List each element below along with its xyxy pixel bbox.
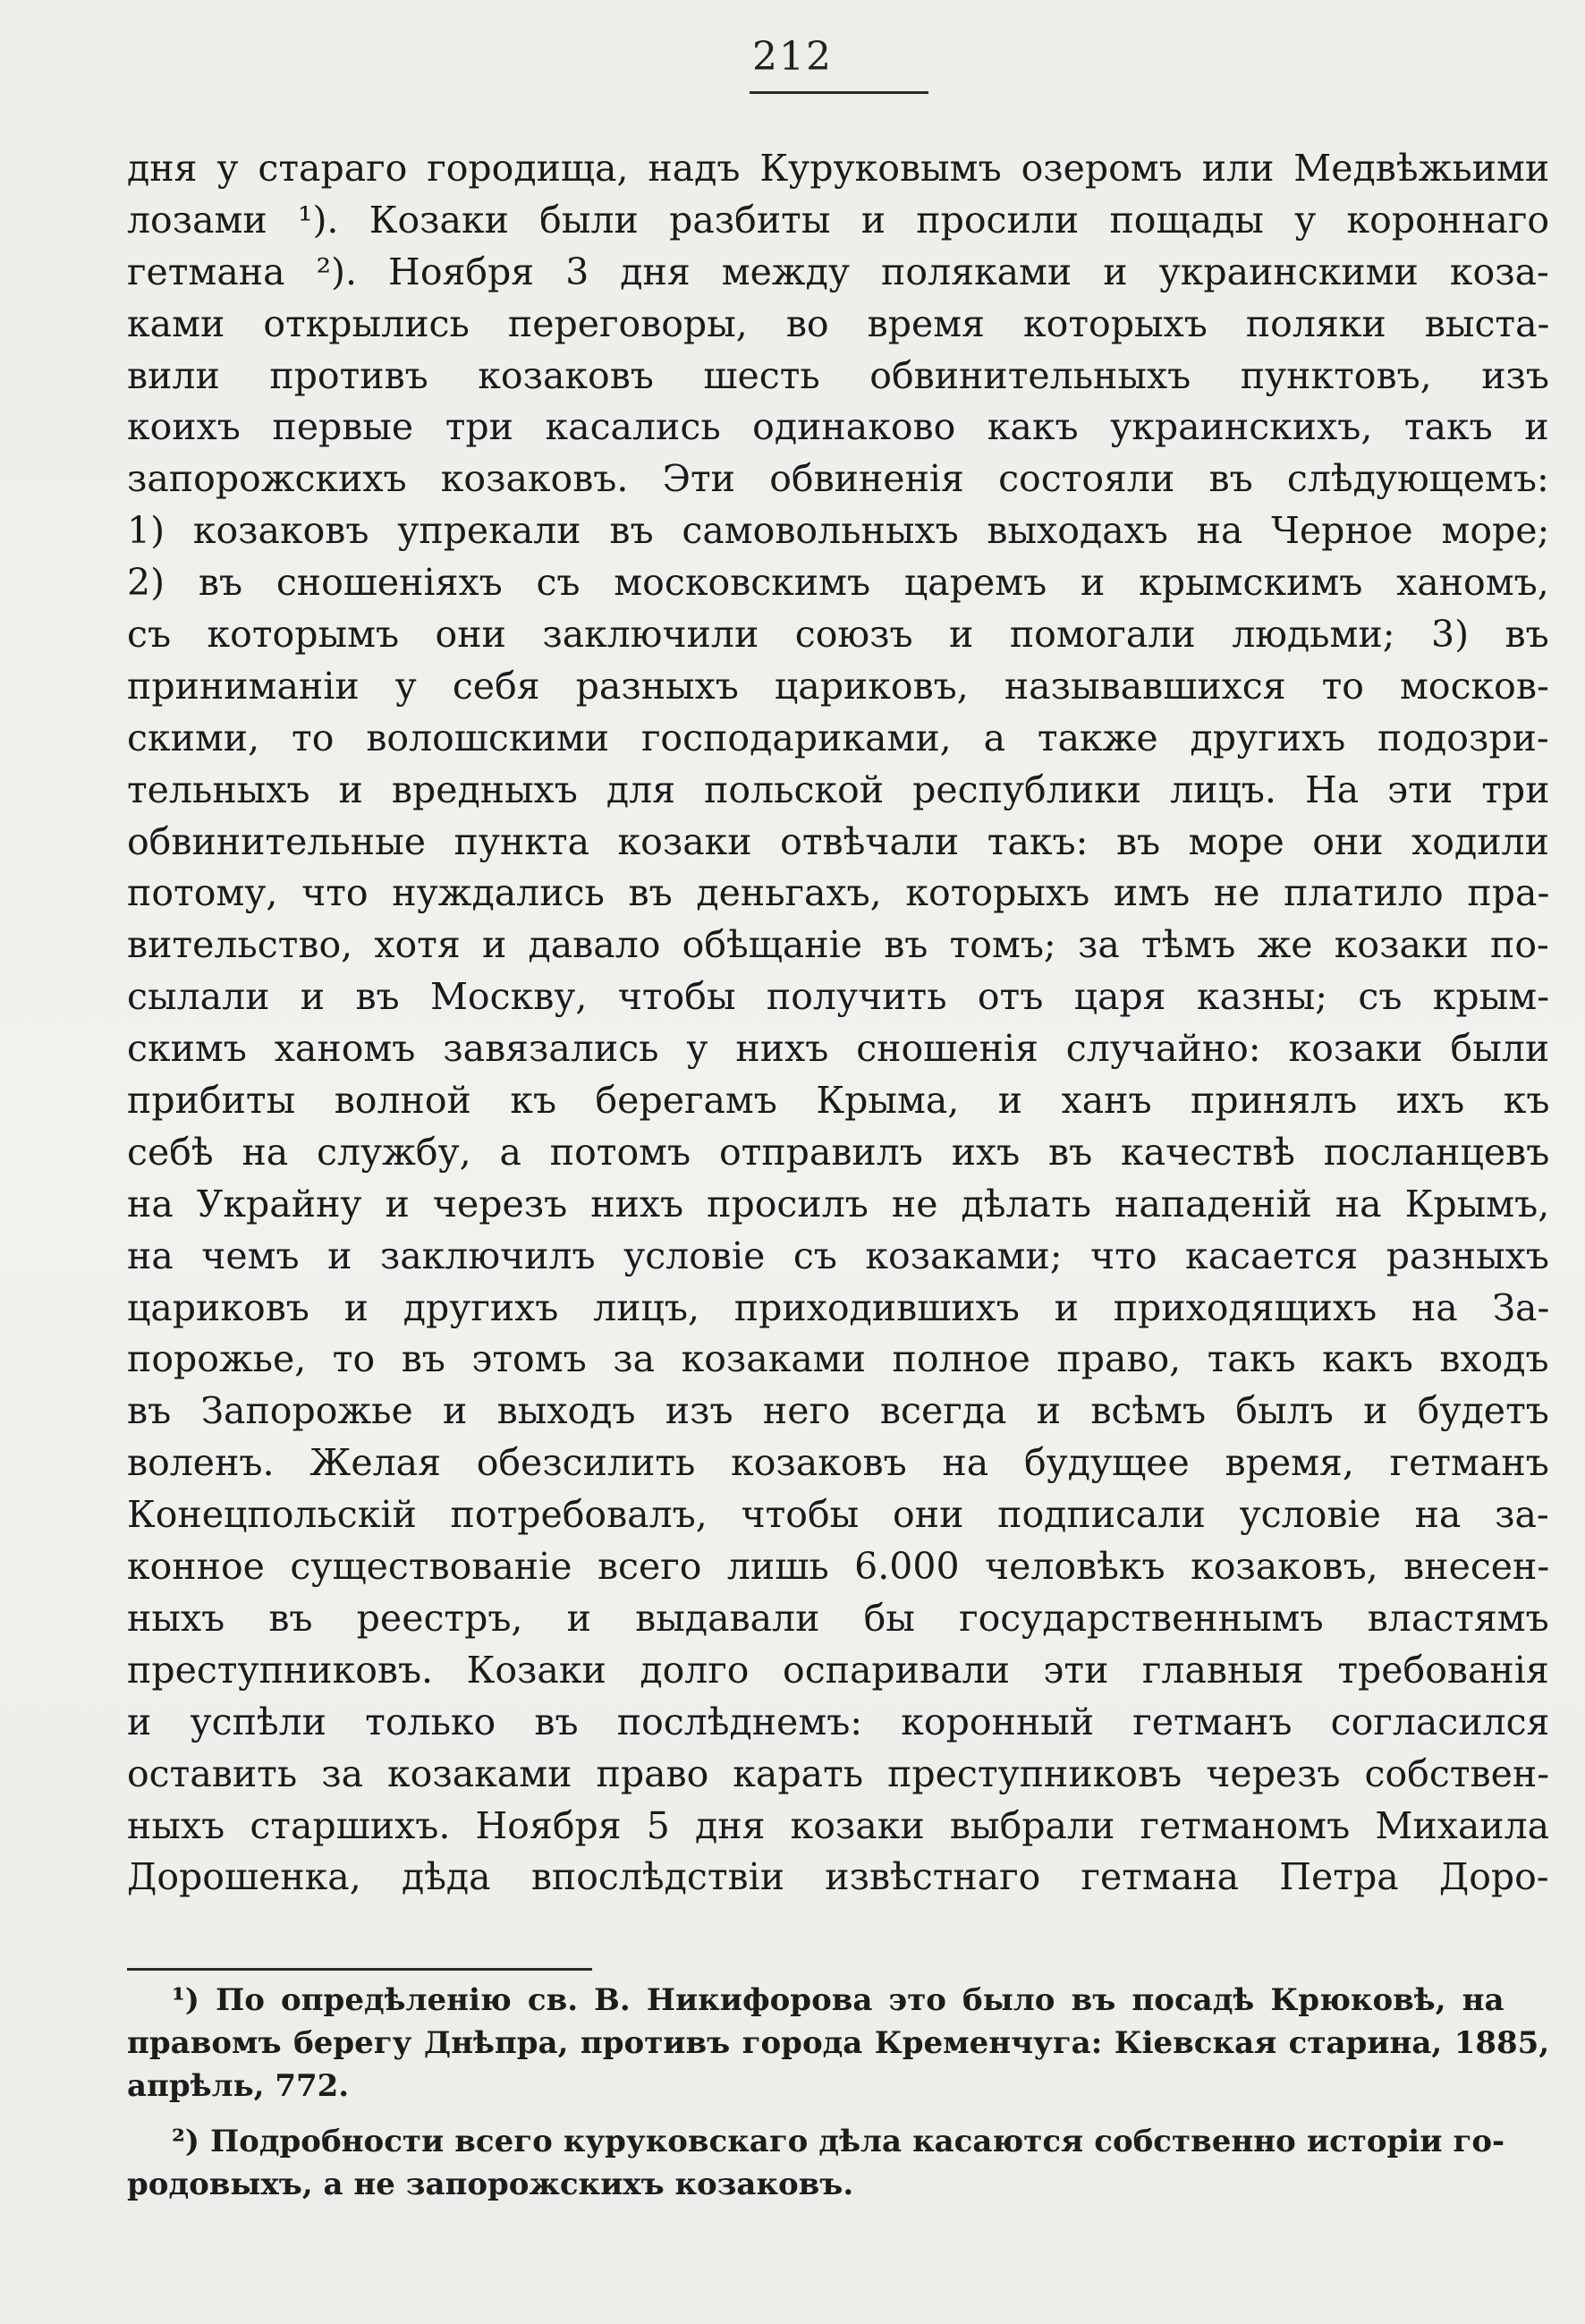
- footnote-line: апрѣль, 772.: [127, 2068, 350, 2104]
- footnote-line: ¹) По опредѣленію св. В. Никифорова это было въ посадѣ Крюковѣ, на: [172, 1982, 1504, 2018]
- text-line: ныхъ старшихъ. Ноября 5 дня козаки выбрали гетманомъ Михаила: [127, 1803, 1550, 1847]
- text-line: обвинительные пункта козаки отвѣчали такъ: въ море они ходили: [127, 819, 1549, 863]
- text-line: тельныхъ и вредныхъ для польской республики лицъ. На эти три: [127, 768, 1550, 811]
- text-line: и успѣли только въ послѣднемъ: коронный гетманъ согласился: [127, 1700, 1550, 1743]
- text-line: 1) козаковъ упрекали въ самовольныхъ выходахъ на Черное море;: [127, 509, 1550, 553]
- text-line: сылали и въ Москву, чтобы получить отъ царя казны; съ крым-: [127, 975, 1550, 1019]
- page-number: 212: [752, 34, 833, 80]
- text-line: цариковъ и другихъ лицъ, приходившихъ и приходящихъ на За-: [127, 1285, 1550, 1329]
- footnote-line: ²) Подробности всего куруковскаго дѣла касаются собственно исторіи го-: [172, 2124, 1505, 2159]
- text-line: дня у стараго городища, надъ Куруковымъ озеромъ или Медвѣжьими: [127, 147, 1550, 190]
- text-line: воленъ. Желая обезсилить козаковъ на будущее время, гетманъ: [127, 1441, 1549, 1485]
- text-line: конное существованіе всего лишь 6.000 человѣкъ козаковъ, внесен-: [127, 1545, 1550, 1589]
- page-number-rule: [750, 91, 928, 94]
- text-line: ныхъ въ реестръ, и выдавали бы государственнымъ властямъ: [127, 1596, 1549, 1640]
- text-line: Дорошенка, дѣда впослѣдствіи извѣстнаго гетмана Петра Доро-: [127, 1855, 1549, 1899]
- text-line: съ которымъ они заключили союзъ и помогали людьми; 3) въ: [127, 613, 1549, 657]
- text-line: прибиты волной къ берегамъ Крыма, и ханъ принялъ ихъ къ: [127, 1079, 1550, 1123]
- text-line: приниманіи у себя разныхъ цариковъ, называвшихся то москов-: [127, 664, 1549, 708]
- footnote-line: правомъ берегу Днѣпра, противъ города Кременчуга: Кіевская старина, 1885,: [127, 2025, 1550, 2061]
- text-line: преступниковъ. Козаки долго оспаривали эти главныя требованія: [127, 1648, 1549, 1692]
- text-line: ками открылись переговоры, во время которыхъ поляки выста-: [127, 301, 1550, 345]
- text-line: скимъ ханомъ завязались у нихъ сношенія случайно: козаки были: [127, 1027, 1550, 1071]
- text-line: коихъ первые три касались одинаково какъ украинскихъ, такъ и: [127, 405, 1549, 449]
- footnote-2: [127, 2120, 1549, 2206]
- text-line: вительство, хотя и давало обѣщаніе въ томъ; за тѣмъ же козаки по-: [127, 923, 1549, 967]
- text-line: на чемъ и заключилъ условіе съ козаками; что касается разныхъ: [127, 1234, 1549, 1277]
- footnote-1: [127, 1979, 1549, 2108]
- text-line: порожье, то въ этомъ за козаками полное право, такъ какъ входъ: [127, 1337, 1549, 1381]
- text-line: на Украйну и черезъ нихъ просилъ не дѣлать нападеній на Крымъ,: [127, 1182, 1550, 1226]
- text-line: себѣ на службу, а потомъ отправилъ ихъ въ качествѣ посланцевъ: [127, 1130, 1550, 1174]
- footnote-line: родовыхъ, а не запорожскихъ козаковъ.: [127, 2167, 854, 2202]
- text-line: оставить за козаками право карать преступниковъ черезъ собствен-: [127, 1751, 1550, 1795]
- text-line: 2) въ сношеніяхъ съ московскимъ царемъ и крымскимъ ханомъ,: [127, 561, 1549, 605]
- text-line: Конецпольскій потребовалъ, чтобы они подписали условіе на за-: [127, 1493, 1549, 1537]
- text-line: потому, что нуждались въ деньгахъ, которыхъ имъ не платило пра-: [127, 871, 1550, 915]
- main-text: [127, 143, 1549, 1904]
- footnotes: [127, 1979, 1549, 2206]
- text-line: скими, то волошскими господариками, а также другихъ подозри-: [127, 716, 1549, 759]
- text-line: лозами ¹). Козаки были разбиты и просили пощады у короннаго: [127, 198, 1550, 242]
- text-line: вили противъ козаковъ шесть обвинительныхъ пунктовъ, изъ: [127, 353, 1550, 397]
- text-line: запорожскихъ козаковъ. Эти обвиненія состояли въ слѣдующемъ:: [127, 457, 1549, 501]
- text-line: въ Запорожье и выходъ изъ него всегда и всѣмъ былъ и будетъ: [127, 1389, 1549, 1433]
- text-line: гетмана ²). Ноября 3 дня между поляками и украинскими коза-: [127, 250, 1549, 293]
- footnote-separator: [127, 1968, 592, 1971]
